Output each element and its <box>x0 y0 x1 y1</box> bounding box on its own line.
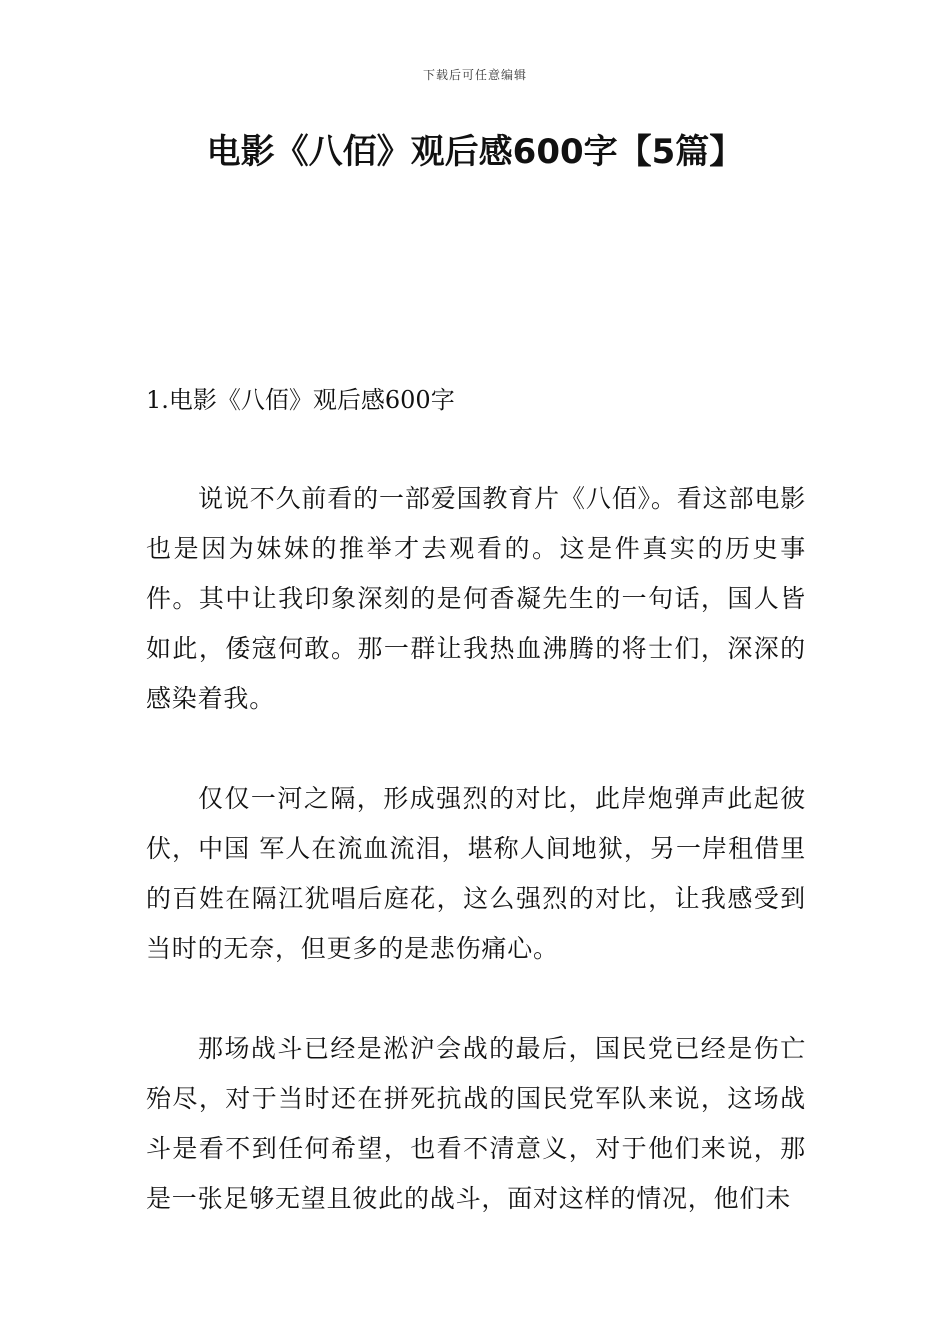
document-title: 电影《八佰》观后感600字【5篇】 <box>206 132 744 172</box>
section-heading: 1.电影《八佰》观后感600字 <box>146 386 455 414</box>
paragraph-3: 那场战斗已经是淞沪会战的最后，国民党已经是伤亡殆尽，对于当时还在拼死抗战的国民党军队来说，这场战斗是看不到任何希望，也看不清意义，对于他们来说，那是一张足够无望且彼此的战斗，面对这样的情况，他们未 <box>146 1034 806 1213</box>
paragraph-1: 说说不久前看的一部爱国教育片《八佰》。看这部电影也是因为妹妹的推举才去观看的。这是件真实的历史事件。其中让我印象深刻的是何香凝先生的一句话，国人皆如此，倭寇何敢。那一群让我热血沸腾的将士们，深深的感染着我。 <box>146 484 806 713</box>
paragraph-2: 仅仅一河之隔，形成强烈的对比，此岸炮弹声此起彼伏，中国 军人在流血流泪，堪称人间地狱，另一岸租借里的百姓在隔江犹唱后庭花，这么强烈的对比，让我感受到当时的无奈，但更多的是悲伤痛心。 <box>146 784 806 963</box>
header-note: 下载后可任意编辑 <box>422 68 527 82</box>
